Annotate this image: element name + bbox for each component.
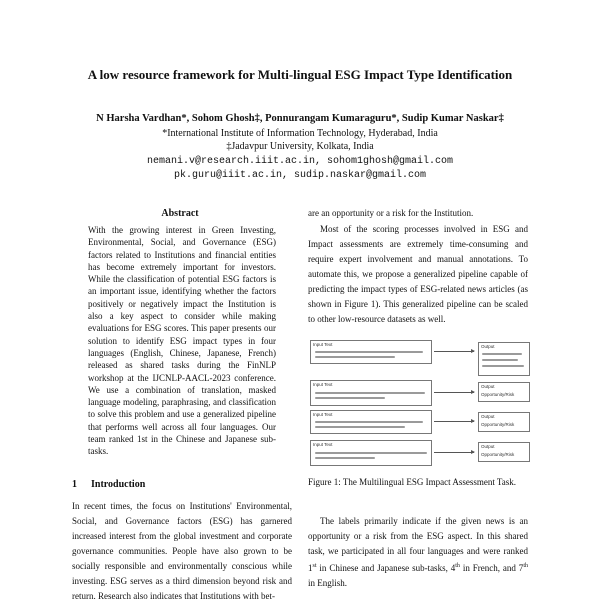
input-box-3	[310, 410, 432, 434]
section-number: 1	[72, 479, 77, 490]
output-option-2: Opportunity/Risk	[481, 392, 515, 397]
input-label-3: Input Text	[313, 412, 333, 417]
email-line-1: nemani.v@research.iiit.ac.in, sohom1ghosh@gmail.com	[146, 156, 454, 167]
right-paragraph-3: The labels primarily indicate if the given news is an opportunity or a risk from the ESG aspect. In this shared task, we participated in all four languages and were ranked 1st in Chinese and Japanese sub-tasks, 4th in French, and 7th in English.	[308, 516, 528, 588]
output-box-1	[478, 342, 530, 376]
input-box-4	[310, 440, 432, 466]
output-option-4: Opportunity/Risk	[481, 452, 515, 457]
output-box-3	[478, 412, 530, 432]
figure-1	[308, 338, 530, 468]
abstract-text: With the growing interest in Green Investing, Environmental, Social, and Governance (ESG) factors related to Institutions and financial entities has become extremely important for investors. While the classification of potential ESG factors is an important issue, identifying whether the factors positively or negatively impact the Institution is also a key aspect to consider while making evaluations for ESG scores. This paper presents our solution to identify ESG impact types in four languages (English, Chinese, Japanese, French) released as shared tasks during the FinNLP workshop at the IJCNLP-AACL-2023 conference. We use a combination of translation, masked language modeling, paraphrasing, and classification to solve this problem and use a generalized pipeline that performs well across all four languages. Our team ranked 1st in the Chinese and Japanese sub-tasks.	[88, 225, 276, 457]
input-label-2: Input Text	[313, 382, 333, 387]
affiliation-2: ‡Jadavpur University, Kolkata, India	[226, 141, 374, 152]
section-title: Introduction	[91, 479, 146, 490]
section-heading	[72, 479, 145, 490]
right-paragraph-1: are an opportunity or a risk for the Institution.	[308, 208, 474, 218]
right-paragraph-2: Most of the scoring processes involved in ESG and Impact assessments are extremely time-consuming and require expert involvement and manual annotations. To automate this, we propose a generalized pipeline capable of predicting the impact types of ESG-related news articles (as shown in Figure 1). This generalized pipeline can be scaled to other low-resource datasets as well.	[308, 224, 528, 324]
input-label-4: Input Text	[313, 442, 333, 447]
output-option-3: Opportunity/Risk	[481, 422, 515, 427]
input-box-2	[310, 380, 432, 406]
introduction-text: In recent times, the focus on Institutions' Environmental, Social, and Governance factors (ESG) has garnered increased interest from the global investment and corporate governance communities. People have also grown to be socially responsible and environmentally conscious while investing. ESG serves as a third dimension beyond risk and return. Research also indicates that Institutions with bet-	[72, 501, 292, 601]
figure-caption: Figure 1: The Multilingual ESG Impact Assessment Task.	[308, 477, 517, 487]
affiliation-1: *International Institute of Information Technology, Hyderabad, India	[162, 128, 438, 139]
output-label-3: Output	[481, 414, 495, 419]
input-box-1	[310, 340, 432, 364]
author-list: N Harsha Vardhan*, Sohom Ghosh‡, Ponnurangam Kumaraguru*, Sudip Kumar Naskar‡	[96, 113, 504, 124]
paper-title: A low resource framework for Multi-lingual ESG Impact Type Identification	[87, 67, 513, 82]
email-line-2: pk.guru@iiit.ac.in, sudip.naskar@gmail.com	[173, 170, 427, 181]
abstract-heading: Abstract	[161, 208, 199, 219]
output-label-4: Output	[481, 444, 495, 449]
output-box-2	[478, 382, 530, 402]
output-box-4	[478, 442, 530, 462]
output-label-1: Output	[481, 344, 495, 349]
output-label-2: Output	[481, 384, 495, 389]
input-label-1: Input Text	[313, 342, 333, 347]
